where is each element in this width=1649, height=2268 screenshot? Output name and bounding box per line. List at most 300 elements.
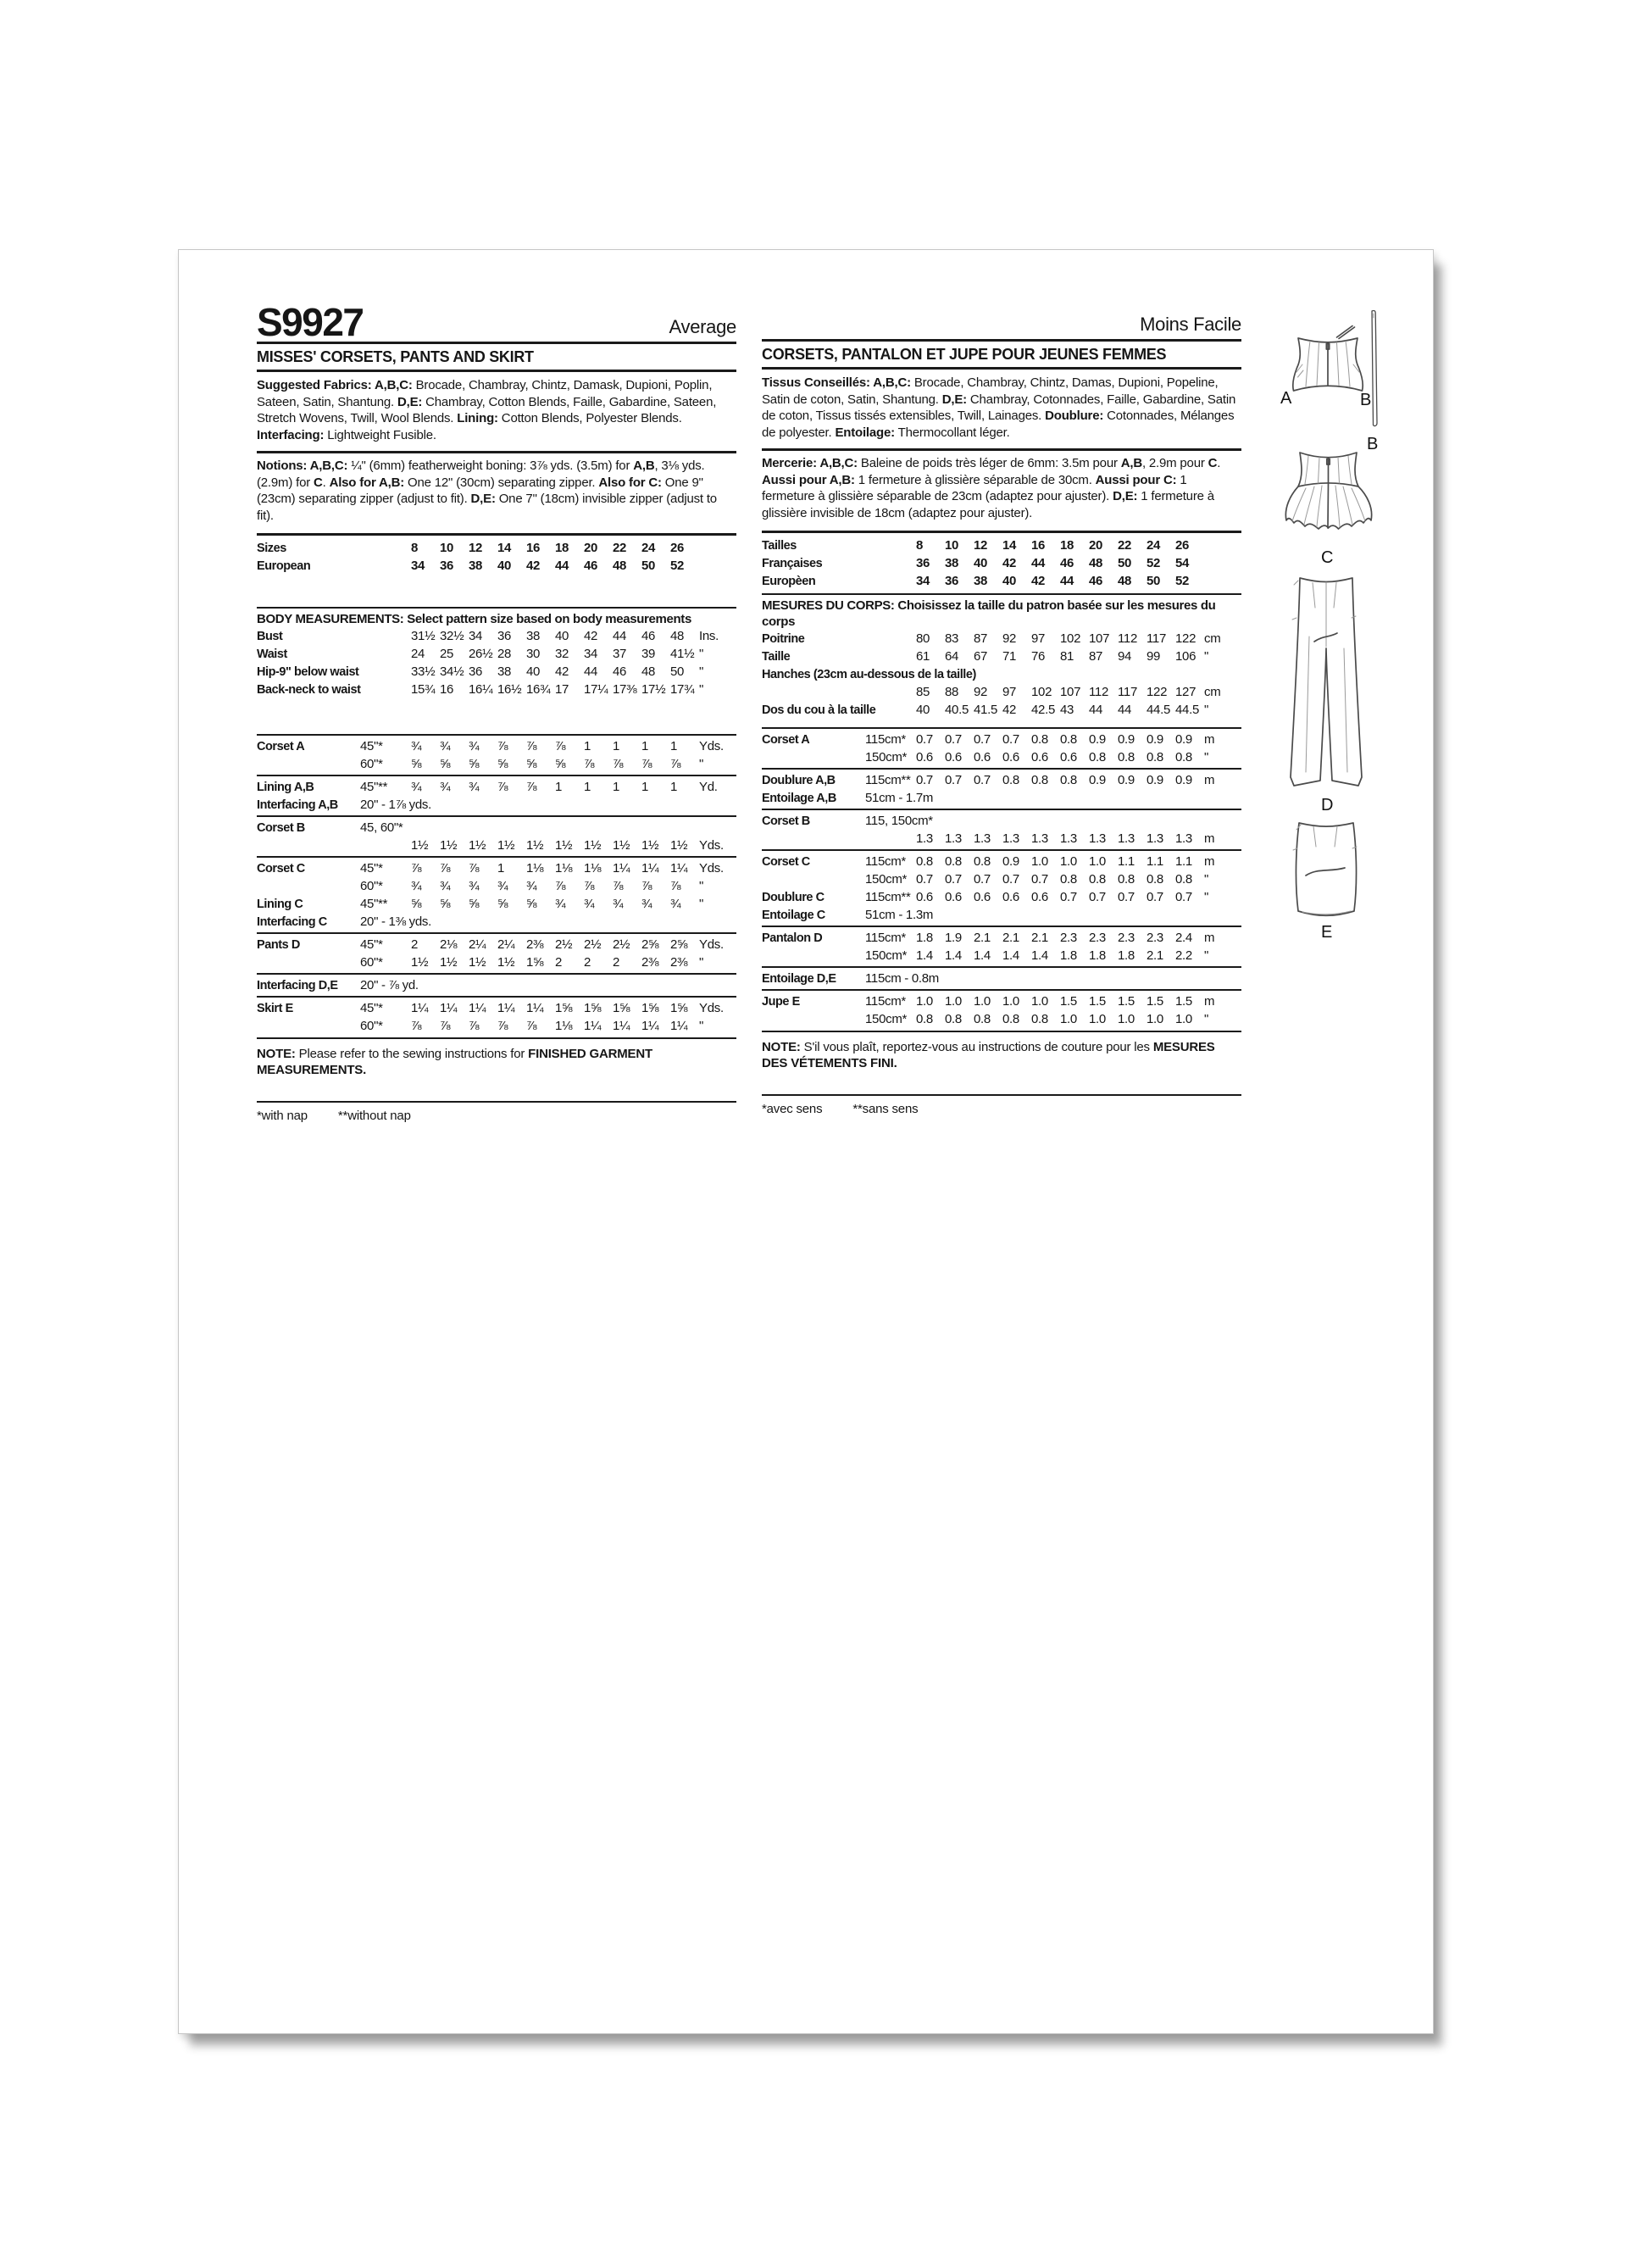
row-unit: Yd. <box>699 779 718 794</box>
footnote-sans-sens: **sans sens <box>852 1101 919 1116</box>
row-value: 2.3 <box>1060 930 1077 945</box>
row-label: Back-neck to waist <box>257 682 361 697</box>
row-value: 1.0 <box>1147 1011 1163 1026</box>
row-label: Interfacing C <box>257 914 327 929</box>
row-value: 44 <box>555 558 569 573</box>
notions-paragraph-french <box>762 448 1241 521</box>
row-value: 40 <box>555 628 569 643</box>
row-value: 40 <box>526 664 541 679</box>
corset-c-drawing <box>1280 445 1377 547</box>
row-value: ¾ <box>555 896 566 911</box>
body-measurements-table-french <box>762 593 1241 719</box>
pattern-envelope-back <box>178 249 1434 2034</box>
bold-text-run: D,E: <box>941 392 967 407</box>
row-value: ⅝ <box>526 756 537 771</box>
row-value: 106 <box>1175 648 1196 664</box>
row-value: 0.8 <box>974 853 991 869</box>
row-value: 39 <box>641 646 656 661</box>
row-value: 34 <box>411 558 425 573</box>
table-row <box>762 830 1241 848</box>
row-value: 2 <box>584 954 591 970</box>
row-value: 50 <box>641 558 656 573</box>
row-value: 1⅝ <box>526 954 544 970</box>
row-label: Interfacing A,B <box>257 798 338 812</box>
row-value: 1½ <box>469 954 486 970</box>
row-value: 0.7 <box>1002 871 1019 887</box>
skirt-e-drawing <box>1285 816 1367 920</box>
row-value: 2.1 <box>1031 930 1048 945</box>
row-value: ¾ <box>670 896 681 911</box>
row-unit: " <box>1204 749 1209 764</box>
row-value: 1.4 <box>916 948 933 963</box>
difficulty-label-french: Moins Facile <box>1140 314 1241 335</box>
row-unit: Yds. <box>699 1000 724 1015</box>
row-value: 1¼ <box>526 1000 544 1015</box>
row-value: 1½ <box>440 837 458 853</box>
row-value: 17¼ <box>584 681 608 697</box>
row-value: 94 <box>1118 648 1132 664</box>
row-value: 31½ <box>411 628 436 643</box>
corset-ab-drawing <box>1285 325 1370 403</box>
row-span-value: 115, 150cm* <box>865 813 933 828</box>
row-value: 122 <box>1175 631 1196 646</box>
row-value: 18 <box>1060 537 1074 553</box>
row-value: 0.6 <box>1031 749 1048 764</box>
bold-text-run: MESURES DU CORPS: Choisissez la taille du patron basée sur les mesures du corps <box>762 598 1216 629</box>
row-value: 81 <box>1060 648 1074 664</box>
row-label: Lining C <box>257 897 303 911</box>
fabrics-paragraph-french <box>762 375 1241 441</box>
text-run: Please refer to the sewing instructions for <box>295 1046 529 1061</box>
row-value: 1.3 <box>916 831 933 846</box>
row-value: 1⅝ <box>555 1000 573 1015</box>
row-value: 28 <box>497 646 512 661</box>
row-value: 16 <box>526 540 541 555</box>
row-label: Europèen <box>762 574 816 588</box>
bold-text-run: Also for C: <box>598 475 662 490</box>
row-value: 26 <box>670 540 685 555</box>
row-value: 1⅝ <box>613 1000 630 1015</box>
row-value: 0.7 <box>916 731 933 747</box>
row-value: 42 <box>1002 702 1017 717</box>
row-value: 1.0 <box>916 993 933 1009</box>
row-label: Corset A <box>257 739 305 753</box>
row-value: 76 <box>1031 648 1046 664</box>
bold-text-run: Aussi pour C: <box>1095 472 1177 487</box>
row-value: 1.0 <box>1060 853 1077 869</box>
row-label: Skirt E <box>257 1001 293 1015</box>
row-value: 32½ <box>440 628 464 643</box>
row-value: 16½ <box>497 681 522 697</box>
row-unit: " <box>1204 871 1209 887</box>
row-value: ⅞ <box>497 1018 508 1033</box>
notions-paragraph-english <box>257 451 736 524</box>
row-value: 0.9 <box>1147 731 1163 747</box>
body-measurements-heading-french <box>762 598 1241 630</box>
row-value: 2.3 <box>1089 930 1106 945</box>
row-label: Tailles <box>762 538 797 553</box>
row-value: ⅝ <box>526 896 537 911</box>
row-value: ¾ <box>469 878 480 893</box>
row-width-spec: 115cm** <box>865 889 911 904</box>
footnote-without-nap: **without nap <box>337 1108 411 1123</box>
bold-text-run: BODY MEASUREMENTS: Select pattern size based on body measurements <box>257 612 691 626</box>
row-value: 18 <box>555 540 569 555</box>
bold-text-run: Lining: <box>457 411 498 425</box>
row-value: 46 <box>1060 555 1074 570</box>
row-value: 1¼ <box>670 860 688 876</box>
text-run: Cotonnades, Mélanges de polyester. <box>762 409 1235 440</box>
row-width-spec: 150cm* <box>865 948 908 963</box>
row-value: 0.8 <box>1147 871 1163 887</box>
figure-corset-c <box>1280 445 1377 567</box>
row-width-spec: 60"* <box>360 878 383 893</box>
row-value: ⅝ <box>411 896 422 911</box>
table-row <box>762 1010 1241 1032</box>
text-run: Brocade, Chambray, Chintz, Damask, Dupioni, Poplin, Sateen, Satin, Shantung. <box>257 378 713 409</box>
text-run: Brocade, Chambray, Chintz, Damas, Dupioni, Popeline, Satin de coton, Satin, Shantung. <box>762 375 1219 407</box>
figure-label-corset-a: A <box>1280 389 1292 408</box>
row-value: 46 <box>613 664 627 679</box>
row-value: 0.8 <box>1089 871 1106 887</box>
row-value: 1.8 <box>1118 948 1135 963</box>
table-row <box>257 856 736 877</box>
row-value: 0.6 <box>1060 749 1077 764</box>
row-label: Corset B <box>257 820 305 835</box>
row-value: 40 <box>1002 573 1017 588</box>
row-unit: " <box>1204 648 1209 664</box>
row-value: 1.4 <box>974 948 991 963</box>
table-row <box>257 877 736 895</box>
row-value: 16 <box>1031 537 1046 553</box>
row-value: 1.5 <box>1060 993 1077 1009</box>
column-french <box>762 306 1241 1116</box>
row-value: 42 <box>555 664 569 679</box>
row-value: 40.5 <box>945 702 969 717</box>
row-value: 44 <box>584 664 598 679</box>
row-width-spec: 60"* <box>360 756 383 771</box>
text-run: One 7" (18cm) invisible zipper (adjust to fit). <box>257 492 717 523</box>
row-value: ¾ <box>411 738 422 753</box>
row-value: 41½ <box>670 646 695 661</box>
row-value: 1.0 <box>1002 993 1019 1009</box>
row-unit: Ins. <box>699 628 719 643</box>
row-value: ¾ <box>469 738 480 753</box>
row-value: ⅝ <box>440 756 451 771</box>
row-value: 107 <box>1089 631 1110 646</box>
row-value: ¾ <box>641 896 652 911</box>
pants-d-drawing <box>1280 570 1372 796</box>
row-label: Pantalon D <box>762 931 823 945</box>
row-value: 22 <box>1118 537 1132 553</box>
row-label: Dos du cou à la taille <box>762 703 876 717</box>
row-value: 0.7 <box>974 871 991 887</box>
row-value: 40 <box>497 558 512 573</box>
row-value: 0.8 <box>1147 749 1163 764</box>
figure-label-pants-d: D <box>1321 796 1334 814</box>
row-value: 17½ <box>641 681 666 697</box>
row-value: 43 <box>1060 702 1074 717</box>
row-value: ⅞ <box>440 860 451 876</box>
row-value: ⅞ <box>411 860 422 876</box>
row-value: 0.8 <box>1175 871 1192 887</box>
row-value: 1¼ <box>670 1018 688 1033</box>
row-value: 67 <box>974 648 988 664</box>
table-row <box>762 727 1241 748</box>
row-value: ⅞ <box>469 1018 480 1033</box>
table-row <box>257 734 736 755</box>
bold-text-run: Notions: A,B,C: <box>257 459 348 473</box>
figure-label-strap-b: B <box>1367 435 1379 453</box>
figure-label-corset-b: B <box>1360 391 1372 409</box>
row-value: 0.8 <box>1031 772 1048 787</box>
text-run: One 12" (30cm) separating zipper. <box>404 475 599 490</box>
row-value: ⅝ <box>555 756 566 771</box>
row-value: 10 <box>440 540 454 555</box>
masthead-english <box>257 300 736 344</box>
row-value: 0.8 <box>1060 731 1077 747</box>
row-value: 0.8 <box>1002 1011 1019 1026</box>
row-value: 16¾ <box>526 681 551 697</box>
row-value: 102 <box>1031 684 1052 699</box>
row-value: 1⅝ <box>670 1000 688 1015</box>
row-value: 0.6 <box>974 889 991 904</box>
table-row <box>762 536 1241 554</box>
row-value: 0.7 <box>1060 889 1077 904</box>
row-value: ¾ <box>526 878 537 893</box>
row-value: 88 <box>945 684 959 699</box>
row-value: 2.1 <box>974 930 991 945</box>
row-value: 22 <box>613 540 627 555</box>
row-value: ⅞ <box>526 1018 537 1033</box>
row-value: 54 <box>1175 555 1190 570</box>
row-value: 102 <box>1060 631 1081 646</box>
footnote-with-nap: *with nap <box>257 1108 308 1123</box>
row-value: 52 <box>670 558 685 573</box>
text-run: Cotton Blends, Polyester Blends. <box>497 411 682 425</box>
row-value: 38 <box>974 573 988 588</box>
table-row <box>257 913 736 931</box>
bold-text-run: D,E: <box>470 492 496 506</box>
row-value: 2.3 <box>1147 930 1163 945</box>
pattern-code: S9927 <box>257 300 364 344</box>
footnote-english <box>257 1101 736 1123</box>
row-value: 1.1 <box>1175 853 1192 869</box>
table-row <box>762 926 1241 947</box>
row-value: 0.7 <box>1002 731 1019 747</box>
text-run: S'il vous plaît, reportez-vous au instructions de couture pour les <box>800 1039 1153 1054</box>
row-width-spec: 115cm* <box>865 930 906 945</box>
masthead-french <box>762 306 1241 342</box>
row-value: 0.8 <box>916 1011 933 1026</box>
text-run: ¼" (6mm) featherweight boning: 3⅞ yds. (3.5m) for <box>347 459 634 473</box>
row-value: 112 <box>1089 684 1109 699</box>
row-value: 0.8 <box>1060 871 1077 887</box>
row-label: Françaises <box>762 556 823 570</box>
row-label: Corset C <box>762 854 810 869</box>
text-run: 1 fermeture à glissière séparable de 23cm (adaptez pour ajuster). <box>762 472 1187 503</box>
row-value: 1.5 <box>1175 993 1192 1009</box>
row-value: 2⅝ <box>641 937 659 952</box>
bold-text-run: NOTE: <box>762 1039 801 1054</box>
row-value: 1.4 <box>1002 948 1019 963</box>
row-value: 1.5 <box>1118 993 1135 1009</box>
row-value: 1½ <box>497 954 515 970</box>
text-run: . <box>1217 456 1221 470</box>
row-value: 0.7 <box>974 731 991 747</box>
row-value: 0.6 <box>1002 749 1019 764</box>
row-value: 48 <box>670 628 685 643</box>
row-value: 0.8 <box>1002 772 1019 787</box>
row-value: 117 <box>1147 631 1167 646</box>
row-value: 112 <box>1118 631 1138 646</box>
row-value: 0.6 <box>945 889 962 904</box>
bold-text-run: Mercerie: A,B,C: <box>762 456 858 470</box>
row-value: ¾ <box>440 738 451 753</box>
bold-text-run: Also for A,B: <box>329 475 405 490</box>
figure-corset-ab <box>1280 325 1372 409</box>
row-value: 2½ <box>613 937 630 952</box>
row-value: 1½ <box>526 837 544 853</box>
table-row <box>257 663 736 681</box>
row-label: Doublure A,B <box>762 773 836 787</box>
row-value: 0.8 <box>974 1011 991 1026</box>
row-value: 1¼ <box>613 1018 630 1033</box>
row-value: 50 <box>670 664 685 679</box>
row-value: 0.9 <box>1147 772 1163 787</box>
row-value: ⅝ <box>497 756 508 771</box>
row-value: 50 <box>1118 555 1132 570</box>
table-row <box>762 683 1241 701</box>
row-value: 0.7 <box>945 871 962 887</box>
row-value: 1 <box>670 738 678 753</box>
table-row <box>762 554 1241 572</box>
table-row <box>257 627 736 645</box>
row-unit: " <box>699 681 704 697</box>
table-row <box>762 630 1241 648</box>
row-value: ¾ <box>411 779 422 794</box>
table-row <box>257 996 736 1017</box>
row-label: Jupe E <box>762 994 800 1009</box>
table-row <box>762 809 1241 830</box>
row-value: 20 <box>584 540 598 555</box>
table-row <box>762 701 1241 719</box>
yardage-table-english <box>257 734 736 1039</box>
bold-text-run: Aussi pour A,B: <box>762 472 855 487</box>
row-value: 0.8 <box>1118 871 1135 887</box>
row-value: ⅞ <box>469 860 480 876</box>
row-value: 1⅝ <box>641 1000 659 1015</box>
row-value: 44 <box>1060 573 1074 588</box>
strap-drawing <box>1365 308 1384 431</box>
table-row <box>257 645 736 663</box>
row-value: 36 <box>497 628 512 643</box>
row-value: 1.0 <box>1089 1011 1106 1026</box>
row-value: ¾ <box>613 896 624 911</box>
row-value: 0.7 <box>945 772 962 787</box>
row-value: 8 <box>916 537 924 553</box>
row-value: 80 <box>916 631 930 646</box>
row-value: 0.6 <box>1002 889 1019 904</box>
row-value: 2⅛ <box>440 937 458 952</box>
row-unit: m <box>1204 993 1215 1009</box>
row-value: 42 <box>1002 555 1017 570</box>
row-value: ⅞ <box>613 878 624 893</box>
row-value: 1⅝ <box>584 1000 602 1015</box>
row-width-spec: 45"** <box>360 779 388 794</box>
row-value: 48 <box>1118 573 1132 588</box>
row-value: 46 <box>641 628 656 643</box>
row-value: 38 <box>945 555 959 570</box>
row-value: 0.9 <box>1118 731 1135 747</box>
row-value: 10 <box>945 537 959 553</box>
row-value: ¾ <box>411 878 422 893</box>
row-unit: Yds. <box>699 860 724 876</box>
row-value: 1.3 <box>974 831 991 846</box>
row-value: 44 <box>1089 702 1103 717</box>
row-value: 44 <box>613 628 627 643</box>
row-span-value: 20" - 1⅜ yds. <box>360 914 431 929</box>
row-value: 2 <box>411 937 419 952</box>
row-unit: cm <box>1204 631 1221 646</box>
row-value: 61 <box>916 648 930 664</box>
body-measurements-table-english <box>257 607 736 698</box>
row-value: 1½ <box>641 837 659 853</box>
row-value: 1 <box>497 860 505 876</box>
row-value: ⅞ <box>526 738 537 753</box>
table-row <box>257 895 736 913</box>
row-value: 0.7 <box>1175 889 1192 904</box>
row-value: 1¼ <box>497 1000 515 1015</box>
row-value: 16¼ <box>469 681 493 697</box>
row-value: 38 <box>469 558 483 573</box>
row-value: 1⅛ <box>584 860 602 876</box>
table-row <box>257 796 736 814</box>
row-value: 34 <box>584 646 598 661</box>
row-value: 42 <box>584 628 598 643</box>
fabrics-paragraph-english <box>257 377 736 443</box>
bold-text-run: MESURES DES VÉTEMENTS FINI. <box>762 1039 1215 1070</box>
text-run: One 9" (23cm) separating zipper (adjust to fit). <box>257 475 703 506</box>
row-value: 107 <box>1060 684 1081 699</box>
row-value: ¾ <box>497 878 508 893</box>
row-value: 1.0 <box>1118 1011 1135 1026</box>
row-value: 0.8 <box>1118 749 1135 764</box>
row-width-spec: 115cm* <box>865 993 906 1009</box>
row-value: 2 <box>613 954 620 970</box>
row-value: 1.3 <box>1060 831 1077 846</box>
row-value: 1.5 <box>1089 993 1106 1009</box>
row-value: 0.9 <box>1089 772 1106 787</box>
row-unit: Yds. <box>699 937 724 952</box>
row-value: ⅝ <box>440 896 451 911</box>
sizes-table-french <box>762 531 1241 590</box>
row-value: 0.8 <box>1175 749 1192 764</box>
row-value: 1 <box>641 738 649 753</box>
bold-text-run: A,B <box>633 459 655 473</box>
row-value: 0.8 <box>1089 749 1106 764</box>
row-value: 1⅛ <box>555 860 573 876</box>
row-value: 0.6 <box>945 749 962 764</box>
row-value: 52 <box>1147 555 1161 570</box>
text-run: 1 fermeture à glissière invisible de 18cm (adaptez pour ajuster). <box>762 489 1214 520</box>
row-width-spec: 150cm* <box>865 871 908 887</box>
row-value: 1 <box>584 779 591 794</box>
row-value: 14 <box>497 540 512 555</box>
row-unit: " <box>1204 702 1209 717</box>
row-value: 48 <box>613 558 627 573</box>
table-row <box>257 557 736 575</box>
